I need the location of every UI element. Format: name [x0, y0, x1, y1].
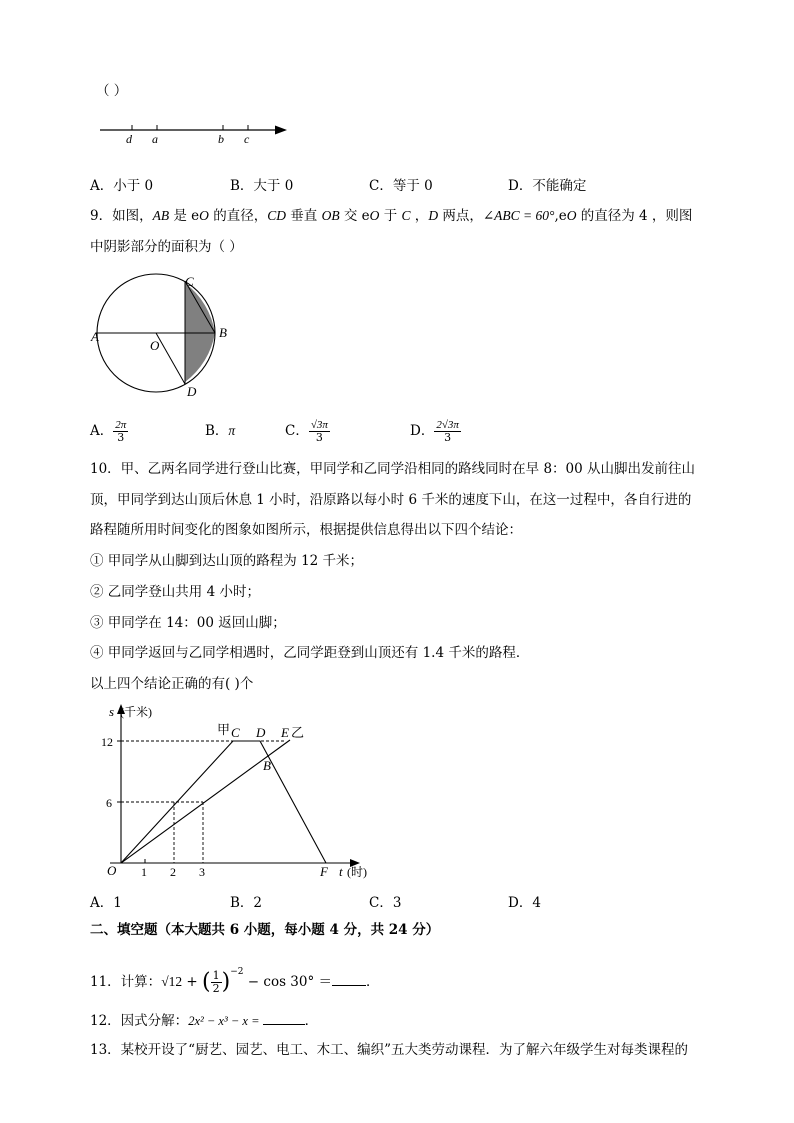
y-axis-label: s: [109, 704, 115, 719]
point-d-label: d: [126, 132, 132, 146]
q10-conclusion-2: ② 乙同学登山共用 4 小时；: [90, 584, 260, 600]
q9-option-c: C． $\frac{√3\pi}{3}$: [285, 419, 328, 444]
point-c-label: C: [231, 725, 240, 740]
label-d: D: [187, 384, 197, 399]
q10-question: 以上四个结论正确的有( )个: [90, 676, 254, 692]
point-f-label: F: [320, 864, 328, 879]
origin-label: O: [107, 863, 117, 878]
label-yi: 乙: [291, 725, 305, 740]
q11-stem: 11．计算：√12 + ( $\frac{1}{2}$ )$^{-2}$ − cos 30° ＝ ．: [90, 967, 380, 995]
section-heading: 二、填空题（本大题共 6 小题，每小题 4 分，共 24 分）: [90, 922, 440, 938]
y-axis-unit: (千米): [120, 705, 152, 719]
q8-option-d: D．不能确定: [508, 178, 587, 194]
q10-stem-line3: 路程随所用时间变化的图象如图所示，根据提供信息得出以下四个结论：: [90, 522, 522, 538]
segment-od: [156, 333, 185, 384]
label-a: A: [91, 329, 99, 344]
q12-stem: 12．因式分解：2x² − x³ − x = ．: [90, 1010, 318, 1030]
x-tick-3: 3: [199, 865, 205, 879]
x-tick-1: 1: [141, 865, 147, 879]
label-c: C: [185, 274, 194, 289]
y-tick-12: 12: [101, 735, 113, 749]
q10-option-a: A．1: [90, 895, 122, 911]
x-tick-2: 2: [170, 865, 176, 879]
q8-option-c: C．等于 0: [369, 178, 433, 194]
q10-stem-line2: 顶，甲同学到达山顶后休息 1 小时，沿原路以每小时 6 千米的速度下山，在这一过程中，各自行进的: [90, 492, 692, 508]
q9-stem-line1: 9．如图，AB 是 eO 的直径，CD 垂直 OB 交 eO 于 C ，D 两点，∠ABC = 60°,eO 的直径为 4 ，则图: [90, 208, 693, 224]
point-b-label: b: [218, 132, 224, 146]
q9-option-b: B．π: [205, 423, 236, 439]
arrow-right-icon: [275, 126, 287, 135]
point-c-label: c: [244, 132, 250, 146]
q10-option-c: C．3: [369, 895, 402, 911]
q12-answer-blank[interactable]: [263, 1010, 305, 1025]
q11-answer-blank[interactable]: [332, 971, 366, 986]
q8-option-a: A．小于 0: [90, 178, 154, 194]
q8-option-b: B．大于 0: [230, 178, 294, 194]
q9-option-a: A． $\frac{2\pi}{3}$: [90, 419, 127, 444]
y-tick-6: 6: [106, 796, 112, 810]
q9-circle-figure: [88, 272, 238, 400]
q10-conclusion-3: ③ 甲同学在 14：00 返回山脚；: [90, 615, 286, 631]
q8-bracket: （ ）: [96, 83, 128, 99]
q10-stem-line1: 10．甲、乙两名同学进行登山比赛，甲同学和乙同学沿相同的路线同时在早 8：00 从山脚出发前往山: [90, 461, 696, 477]
q10-option-d: D．4: [508, 895, 541, 911]
point-e-label: E: [281, 725, 289, 740]
q10-conclusion-4: ④ 甲同学返回与乙同学相遇时，乙同学距登到山顶还有 1.4 千米的路程．: [90, 645, 530, 661]
point-b-label: B: [263, 758, 271, 773]
q10-conclusion-1: ① 甲同学从山脚到达山顶的路程为 12 千米；: [90, 553, 364, 569]
q10-option-b: B．2: [230, 895, 263, 911]
distance-time-graph: [90, 700, 390, 880]
q9-stem-line2: 中阴影部分的面积为（ ）: [90, 239, 243, 255]
number-line: [95, 118, 295, 150]
shaded-segment: [185, 333, 215, 382]
q9-option-d: D． $\frac{2√3\pi}{3}$: [410, 419, 459, 444]
q13-stem-line1: 13．某校开设了“厨艺、园艺、电工、木工、编织”五大类劳动课程．为了解六年级学生对每类课程的: [90, 1042, 688, 1058]
label-b: B: [219, 325, 227, 340]
point-a-label: a: [152, 132, 158, 146]
x-axis-label: t: [339, 864, 343, 879]
label-jia: 甲: [217, 722, 231, 737]
label-o: O: [150, 338, 160, 353]
point-d-label: D: [256, 725, 266, 740]
x-axis-unit: (时): [347, 865, 367, 879]
